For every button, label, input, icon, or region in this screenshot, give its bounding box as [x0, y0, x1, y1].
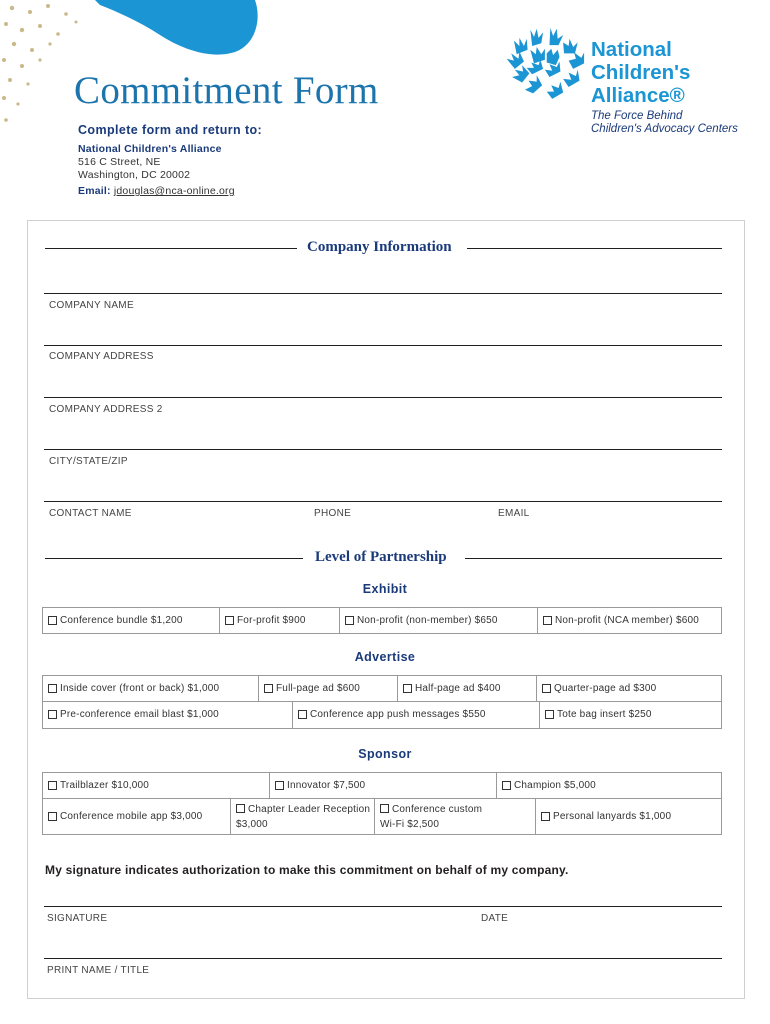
signature-label: SIGNATURE — [47, 913, 108, 924]
logo-line-2: Children's — [591, 61, 691, 84]
email-line — [78, 185, 235, 197]
hands-logo-icon — [500, 26, 588, 108]
advertise-option[interactable]: Quarter-page ad $300 — [536, 676, 721, 701]
sponsor-row-1 — [42, 772, 722, 799]
company-info-heading — [45, 239, 722, 259]
company-info-title: Company Information — [307, 239, 452, 255]
exhibit-option[interactable]: For-profit $900 — [219, 608, 339, 633]
exhibit-option[interactable]: Non-profit (non-member) $650 — [339, 608, 537, 633]
advertise-option[interactable]: Half-page ad $400 — [397, 676, 536, 701]
email-field-label: EMAIL — [498, 508, 530, 519]
checkbox-icon[interactable] — [380, 804, 389, 813]
checkbox-icon[interactable] — [264, 684, 273, 693]
city-address: Washington, DC 20002 — [78, 169, 191, 181]
phone-label: PHONE — [314, 508, 352, 519]
advertise-row-2 — [42, 701, 722, 729]
partnership-title: Level of Partnership — [315, 549, 447, 565]
checkbox-icon[interactable] — [48, 781, 57, 790]
street-address: 516 C Street, NE — [78, 156, 161, 168]
checkbox-icon[interactable] — [541, 812, 550, 821]
sponsor-option[interactable]: Chapter Leader Reception $3,000 — [230, 798, 374, 834]
checkbox-icon[interactable] — [225, 616, 234, 625]
company-name-line[interactable] — [44, 293, 722, 294]
checkbox-icon[interactable] — [48, 684, 57, 693]
exhibit-table — [42, 607, 722, 634]
signature-line[interactable] — [44, 906, 722, 907]
partnership-heading — [45, 549, 722, 569]
advertise-heading: Advertise — [354, 650, 416, 664]
date-label: DATE — [481, 913, 509, 924]
company-address-2-line[interactable] — [44, 397, 722, 398]
company-name-label: COMPANY NAME — [49, 300, 134, 311]
company-address-line[interactable] — [44, 345, 722, 346]
checkbox-icon[interactable] — [275, 781, 284, 790]
sponsor-option[interactable]: Trailblazer $10,000 — [43, 773, 269, 798]
checkbox-icon[interactable] — [236, 804, 245, 813]
logo-line-1: National — [591, 38, 672, 61]
logo-tagline-2: Children's Advocacy Centers — [591, 123, 738, 135]
sponsor-heading: Sponsor — [358, 747, 412, 761]
checkbox-icon[interactable] — [48, 812, 57, 821]
advertise-row-1 — [42, 675, 722, 702]
advertise-option[interactable]: Full-page ad $600 — [258, 676, 397, 701]
exhibit-heading: Exhibit — [362, 582, 408, 596]
checkbox-icon[interactable] — [403, 684, 412, 693]
checkbox-icon[interactable] — [298, 710, 307, 719]
logo-tagline-1: The Force Behind — [591, 110, 683, 122]
checkbox-icon[interactable] — [545, 710, 554, 719]
checkbox-icon[interactable] — [48, 710, 57, 719]
org-name: National Children's Alliance — [78, 143, 222, 155]
advertise-option[interactable]: Inside cover (front or back) $1,000 — [43, 676, 258, 701]
checkbox-icon[interactable] — [48, 616, 57, 625]
checkbox-icon[interactable] — [543, 616, 552, 625]
contact-name-label: CONTACT NAME — [49, 508, 132, 519]
advertise-option[interactable]: Conference app push messages $550 — [292, 701, 539, 728]
sponsor-row-2 — [42, 798, 722, 835]
city-state-zip-label: CITY/STATE/ZIP — [49, 456, 128, 467]
sponsor-option[interactable]: Conference mobile app $3,000 — [43, 798, 230, 834]
company-address-2-label: COMPANY ADDRESS 2 — [49, 404, 163, 415]
exhibit-option[interactable]: Conference bundle $1,200 — [43, 608, 219, 633]
advertise-option[interactable]: Pre-conference email blast $1,000 — [43, 701, 292, 728]
advertise-option[interactable]: Tote bag insert $250 — [539, 701, 721, 728]
return-instructions: Complete form and return to: — [78, 123, 263, 137]
sponsor-option[interactable]: Personal lanyards $1,000 — [535, 798, 721, 834]
checkbox-icon[interactable] — [345, 616, 354, 625]
company-address-label: COMPANY ADDRESS — [49, 351, 154, 362]
contact-line[interactable] — [44, 501, 722, 502]
authorization-statement: My signature indicates authorization to make this commitment on behalf of my company. — [45, 863, 569, 877]
checkbox-icon[interactable] — [502, 781, 511, 790]
logo-line-3: Alliance® — [591, 84, 685, 107]
sponsor-option[interactable]: Innovator $7,500 — [269, 773, 496, 798]
checkbox-icon[interactable] — [542, 684, 551, 693]
page-title: Commitment Form — [74, 69, 379, 112]
email-link[interactable]: jdouglas@nca-online.org — [113, 185, 235, 197]
email-label: Email: — [78, 185, 111, 197]
sponsor-option[interactable]: Champion $5,000 — [496, 773, 721, 798]
print-name-line[interactable] — [44, 958, 722, 959]
city-state-zip-line[interactable] — [44, 449, 722, 450]
sponsor-option[interactable]: Conference custom Wi-Fi $2,500 — [374, 798, 535, 834]
exhibit-option[interactable]: Non-profit (NCA member) $600 — [537, 608, 721, 633]
print-name-label: PRINT NAME / TITLE — [47, 965, 150, 976]
